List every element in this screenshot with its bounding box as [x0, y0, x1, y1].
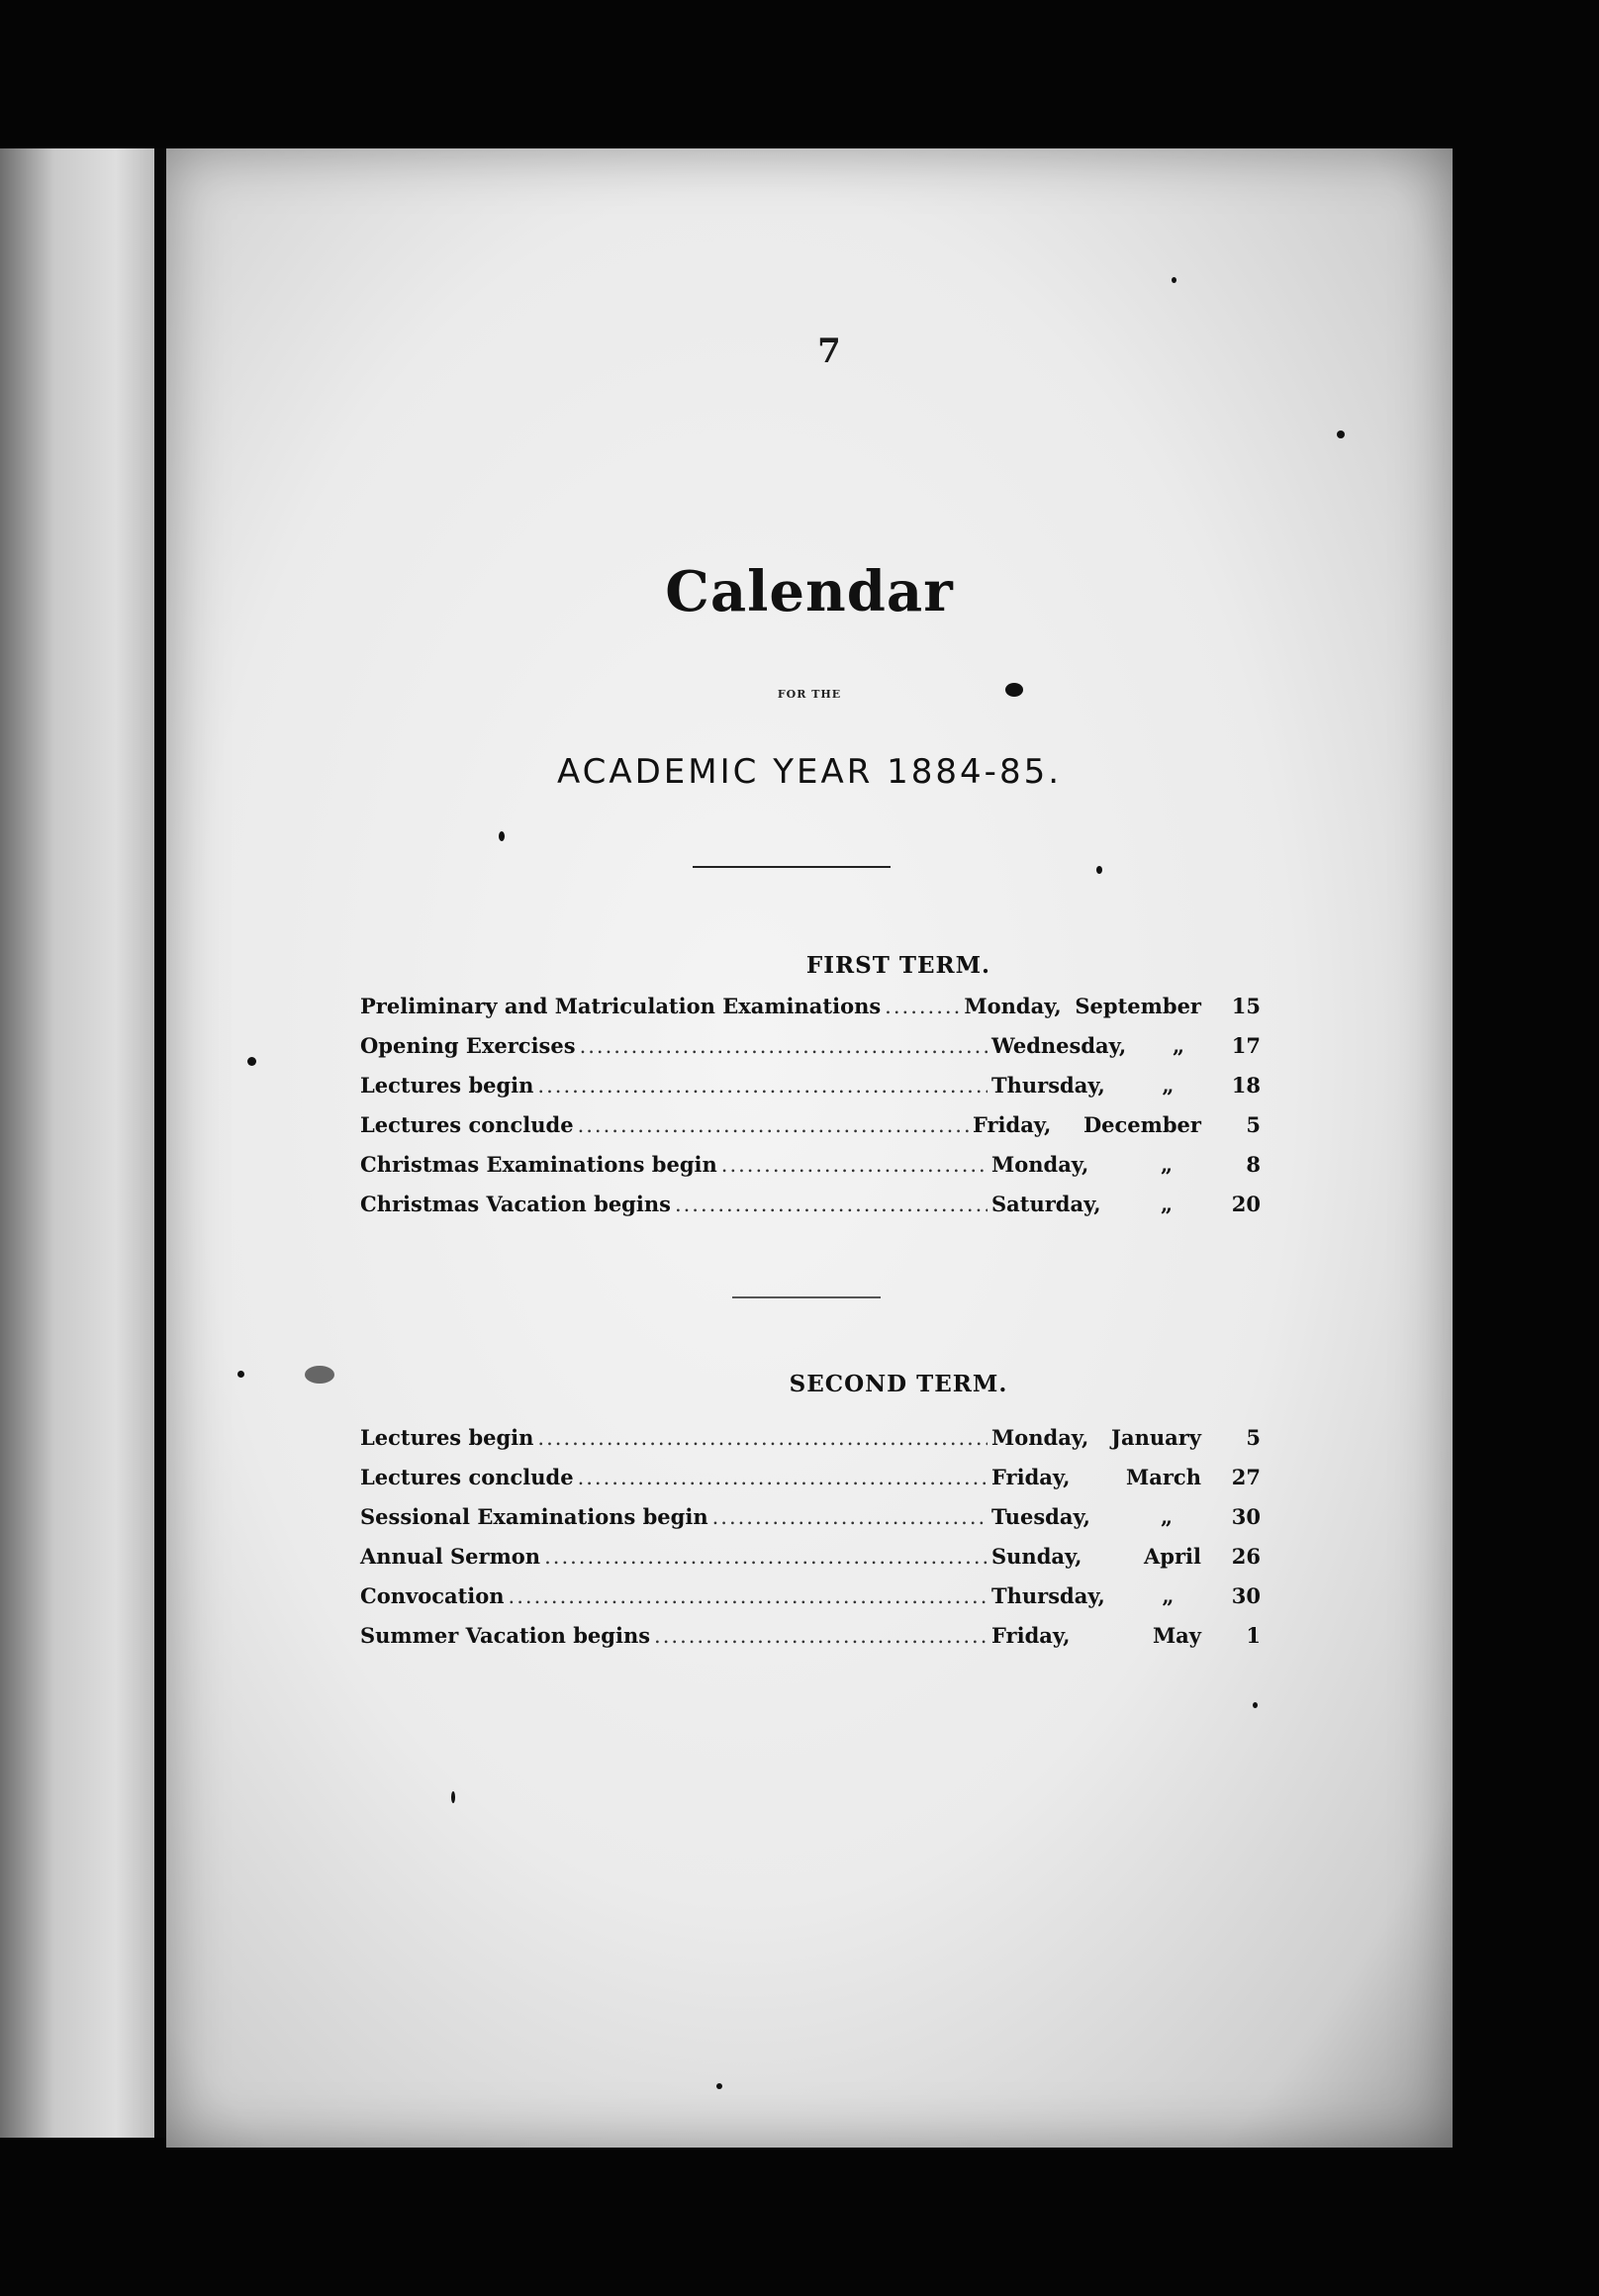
event-day: Monday,	[964, 994, 1062, 1018]
event-date: 30	[1231, 1583, 1261, 1608]
dot-leader	[721, 1153, 988, 1177]
dust-speck	[1096, 866, 1102, 874]
event-day: Sunday,	[991, 1544, 1082, 1569]
event-day: Friday,	[972, 1112, 1052, 1137]
event-when	[991, 1504, 1221, 1529]
dust-speck	[1172, 277, 1176, 283]
schedule-row	[360, 1623, 1261, 1663]
event-when	[991, 1623, 1221, 1648]
dust-speck	[716, 2083, 722, 2089]
event-day: Saturday,	[991, 1192, 1101, 1216]
divider-rule	[732, 1296, 881, 1298]
academic-year-heading: ACADEMIC YEAR 1884-85.	[556, 752, 1063, 792]
event-month: September	[1075, 994, 1201, 1018]
event-when	[991, 1583, 1221, 1608]
divider-rule	[693, 866, 891, 868]
event-month: „	[1160, 1504, 1174, 1529]
schedule-row	[360, 1583, 1261, 1623]
event-when	[991, 1192, 1221, 1216]
schedule-row	[360, 1504, 1261, 1544]
dot-leader	[544, 1545, 988, 1569]
event-month: „	[1160, 1192, 1174, 1216]
first-term-heading: FIRST TERM.	[805, 952, 991, 979]
event-name: Christmas Examinations begin	[360, 1152, 717, 1177]
schedule-row	[360, 1152, 1261, 1192]
dot-leader	[712, 1505, 988, 1529]
event-when	[991, 1033, 1221, 1058]
event-when	[991, 1465, 1221, 1489]
schedule-row	[360, 1112, 1261, 1152]
dust-speck	[247, 1057, 256, 1066]
event-date: 18	[1231, 1073, 1261, 1098]
title-connector: FOR THE	[777, 688, 842, 701]
event-date: 27	[1231, 1465, 1261, 1489]
event-month: „	[1162, 1583, 1175, 1608]
event-name: Sessional Examinations begin	[360, 1504, 708, 1529]
document-page	[166, 148, 1453, 2148]
event-name: Lectures begin	[360, 1425, 534, 1450]
event-month: May	[1152, 1623, 1201, 1648]
event-name: Preliminary and Matriculation Examinations	[360, 994, 882, 1018]
event-day: Friday,	[991, 1623, 1071, 1648]
event-name: Convocation	[360, 1583, 505, 1608]
page-gutter	[154, 148, 166, 2138]
dust-speck	[499, 831, 505, 841]
facing-page-edge	[0, 148, 154, 2138]
event-date: 17	[1231, 1033, 1261, 1058]
schedule-row	[360, 1073, 1261, 1112]
event-month: April	[1144, 1544, 1201, 1569]
event-when	[964, 994, 1221, 1018]
event-when	[991, 1152, 1221, 1177]
dust-speck	[1253, 1702, 1258, 1708]
second-term-heading: SECOND TERM.	[789, 1371, 1008, 1397]
schedule-row	[360, 1544, 1261, 1583]
schedule-row	[360, 1465, 1261, 1504]
event-name: Lectures begin	[360, 1073, 534, 1098]
event-date: 20	[1231, 1192, 1261, 1216]
event-name: Christmas Vacation begins	[360, 1192, 671, 1216]
event-month: March	[1126, 1465, 1201, 1489]
dot-leader	[537, 1074, 988, 1098]
event-day: Thursday,	[991, 1073, 1105, 1098]
event-name: Summer Vacation begins	[360, 1623, 651, 1648]
event-month: „	[1162, 1073, 1175, 1098]
event-when	[991, 1544, 1221, 1569]
event-day: Monday,	[991, 1425, 1089, 1450]
schedule-row	[360, 994, 1261, 1033]
dot-leader	[578, 1113, 969, 1137]
event-month: „	[1173, 1033, 1185, 1058]
event-date: 1	[1246, 1623, 1261, 1648]
event-date: 5	[1246, 1425, 1261, 1450]
event-when	[973, 1112, 1221, 1137]
event-date: 26	[1231, 1544, 1261, 1569]
event-date: 5	[1246, 1112, 1261, 1137]
page-number: 7	[817, 332, 841, 371]
dot-leader	[654, 1624, 988, 1648]
event-when	[991, 1425, 1221, 1450]
dot-leader	[885, 995, 960, 1018]
event-month: January	[1111, 1425, 1201, 1450]
schedule-row	[360, 1192, 1261, 1231]
event-name: Lectures conclude	[360, 1112, 574, 1137]
event-day: Wednesday,	[991, 1033, 1127, 1058]
event-name: Annual Sermon	[360, 1544, 541, 1569]
second-term-schedule	[360, 1425, 1261, 1663]
dot-leader	[675, 1193, 988, 1216]
event-date: 15	[1231, 994, 1261, 1018]
schedule-row	[360, 1033, 1261, 1073]
dot-leader	[509, 1584, 988, 1608]
event-day: Friday,	[991, 1465, 1071, 1489]
event-name: Opening Exercises	[360, 1033, 576, 1058]
event-day: Thursday,	[991, 1583, 1105, 1608]
dot-leader	[537, 1426, 988, 1450]
event-date: 8	[1246, 1152, 1261, 1177]
event-name: Lectures conclude	[360, 1465, 574, 1489]
event-month: „	[1160, 1152, 1174, 1177]
dust-speck	[1337, 430, 1345, 438]
dust-speck	[451, 1791, 455, 1803]
event-when	[991, 1073, 1221, 1098]
event-month: December	[1082, 1112, 1201, 1137]
dot-leader	[578, 1466, 988, 1489]
schedule-row	[360, 1425, 1261, 1465]
event-day: Tuesday,	[991, 1504, 1090, 1529]
page-title: Calendar	[665, 559, 954, 624]
first-term-schedule	[360, 994, 1261, 1231]
dot-leader	[580, 1034, 988, 1058]
event-date: 30	[1231, 1504, 1261, 1529]
event-day: Monday,	[991, 1152, 1089, 1177]
